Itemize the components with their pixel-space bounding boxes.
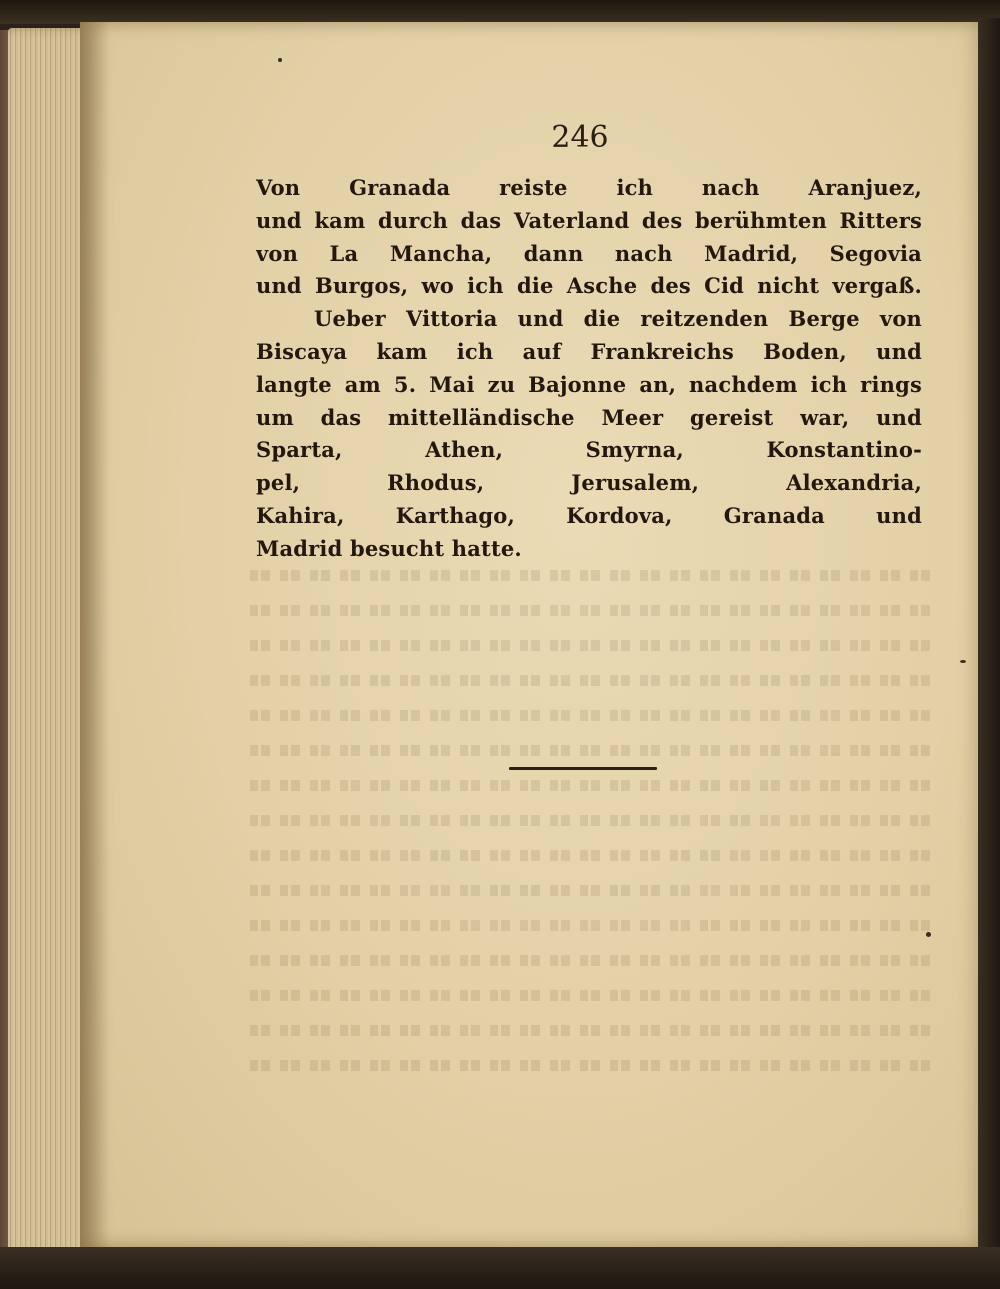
text-line: von La Mancha, dann nach Madrid, Segovia bbox=[256, 240, 922, 266]
paper-speck bbox=[960, 660, 966, 663]
text-line: Madrid besucht hatte. bbox=[256, 535, 522, 561]
text-line: Sparta, Athen, Smyrna, Konstantino- bbox=[256, 437, 922, 463]
page-number: 246 bbox=[551, 120, 609, 155]
text-line: Ueber Vittoria und die reitzenden Berge von bbox=[314, 306, 922, 332]
cover-board-right bbox=[978, 18, 1000, 1268]
top-edge bbox=[0, 0, 1000, 24]
bottom-edge bbox=[0, 1247, 1000, 1289]
section-divider-rule bbox=[509, 767, 657, 770]
text-line: und kam durch das Vaterland des berühmten Ritters bbox=[256, 207, 922, 233]
text-line: und Burgos, wo ich die Asche des Cid nicht vergaß. bbox=[256, 273, 922, 299]
text-line: Kahira, Karthago, Kordova, Granada und bbox=[256, 502, 922, 528]
paper-speck bbox=[926, 932, 931, 937]
body-text bbox=[256, 172, 922, 566]
text-line: Biscaya kam ich auf Frankreichs Boden, und bbox=[256, 338, 922, 364]
text-line: Von Granada reiste ich nach Aranjuez, bbox=[256, 175, 922, 200]
text-line: langte am 5. Mai zu Bajonne an, nachdem ich rings bbox=[256, 371, 922, 397]
text-line: pel, Rhodus, Jerusalem, Alexandria, bbox=[256, 470, 922, 496]
paper-speck bbox=[278, 58, 282, 62]
text-line: um das mittelländische Meer gereist war, und bbox=[256, 404, 922, 430]
bleed-through bbox=[250, 570, 930, 1110]
page-gutter-shadow bbox=[80, 22, 110, 1247]
